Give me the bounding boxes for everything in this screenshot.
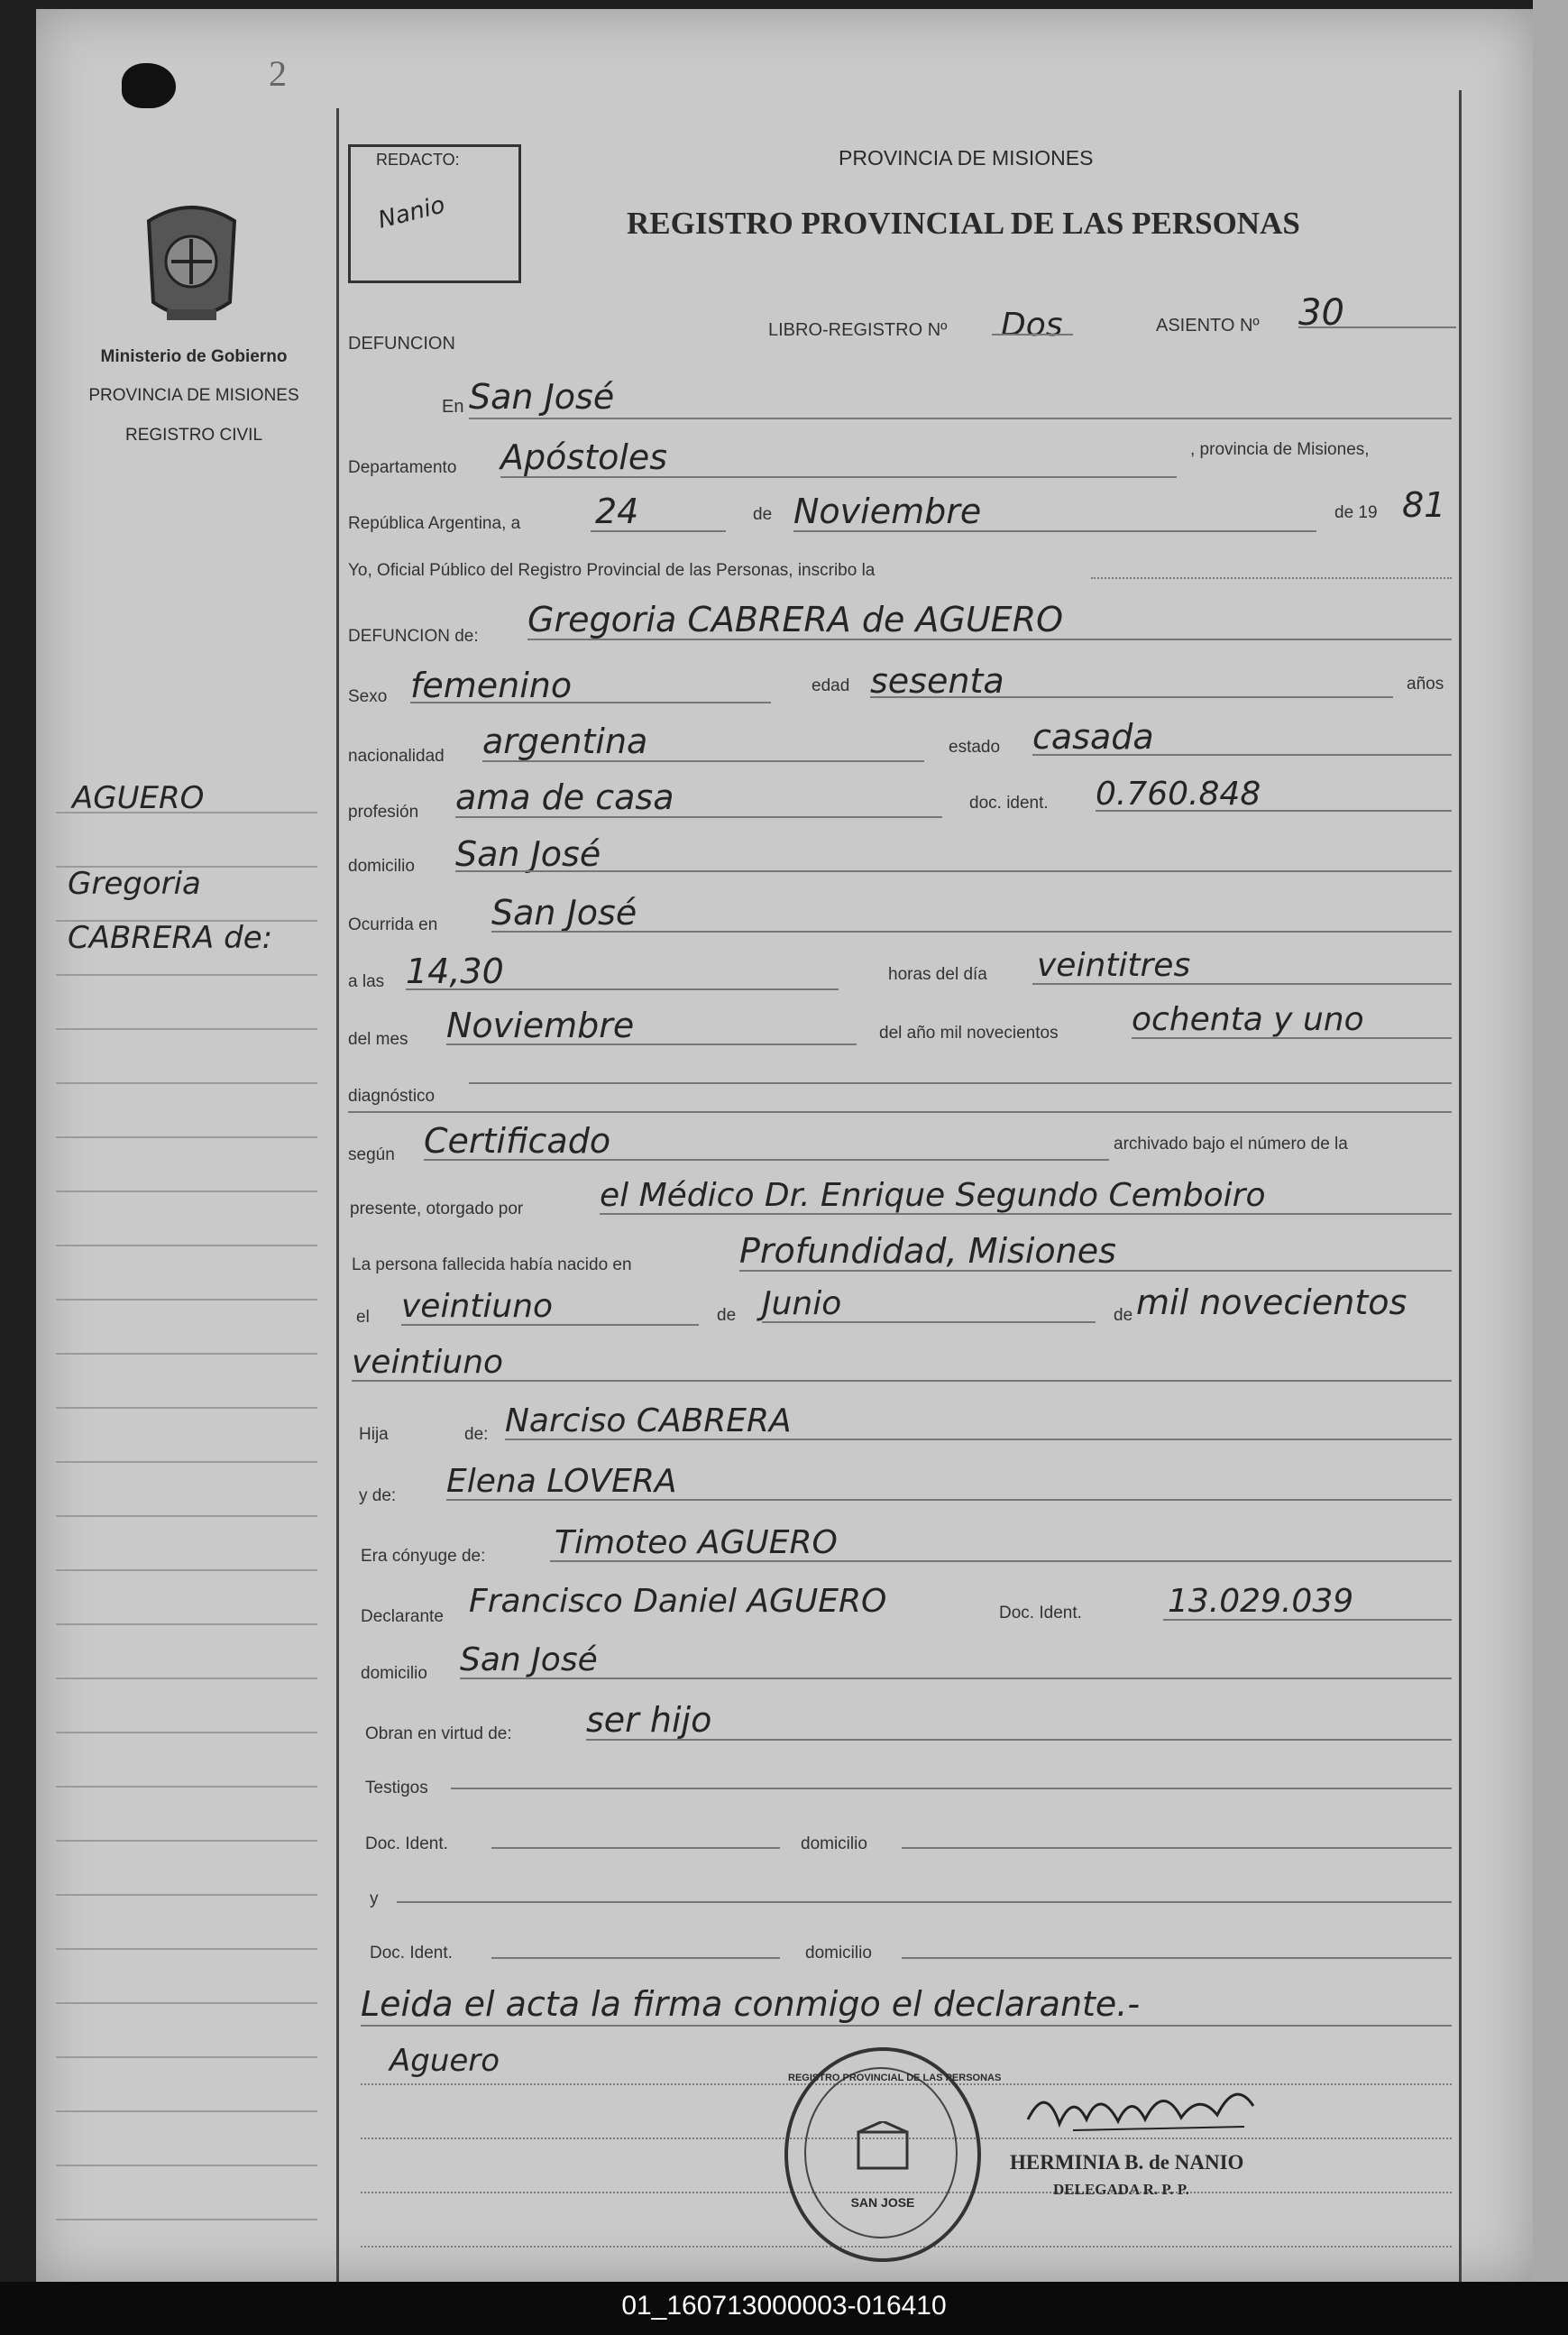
libro-value: Dos — [1001, 307, 1063, 344]
footer-id: 01_160713000003-016410 — [621, 2291, 947, 2321]
departamento-label: Departamento — [348, 458, 457, 477]
right-vertical-rule — [1459, 90, 1462, 2282]
seal-inner-text: SAN JOSE — [850, 2195, 915, 2210]
margin-rule — [56, 1082, 317, 1084]
doc1-label: Doc. Ident. — [365, 1834, 448, 1853]
ocurrida-label: Ocurrida en — [348, 915, 438, 934]
asiento-value: 30 — [1298, 292, 1344, 334]
doc-label: doc. ident. — [969, 794, 1049, 813]
margin-rule — [56, 1623, 317, 1625]
delmes-label: del mes — [348, 1030, 408, 1049]
conyuge-label: Era cónyuge de: — [361, 1547, 486, 1566]
act-type-label: DEFUNCION — [348, 334, 455, 354]
yde-value: Elena LOVERA — [446, 1463, 677, 1500]
hija-de-label: de: — [464, 1425, 489, 1444]
sexo-value: femenino — [410, 666, 573, 705]
official-role: DELEGADA R. P. P. — [1053, 2181, 1189, 2198]
margin-rule — [56, 2165, 317, 2166]
margin-rule — [56, 974, 317, 976]
margin-rule — [56, 1569, 317, 1571]
alas-value: 14,30 — [406, 951, 504, 991]
seal-text: REGISTRO PROVINCIAL DE LAS PERSONAS — [788, 2073, 1002, 2083]
domicilio2-label: domicilio — [361, 1664, 427, 1683]
de-anio-label: de 19 — [1334, 503, 1378, 522]
domicilio-value: San José — [455, 834, 601, 874]
closing-statement: Leida el acta la firma conmigo el declarante.- — [361, 1984, 1141, 2024]
en-label: En — [442, 397, 464, 417]
defuncion-label: DEFUNCION de: — [348, 627, 479, 646]
margin-rule — [56, 1786, 317, 1788]
defuncion-value: Gregoria CABRERA de AGUERO — [527, 600, 1064, 639]
domicilio2-value: San José — [460, 1641, 598, 1678]
horas-label: horas del día — [888, 965, 987, 984]
province-label: PROVINCIA DE MISIONES — [88, 386, 299, 405]
declarante-signature: Aguero — [390, 2043, 500, 2079]
dom2-label: domicilio — [805, 1944, 872, 1963]
page-edge — [1533, 0, 1568, 2282]
yde-label: y de: — [359, 1486, 397, 1505]
hija-label: Hija — [359, 1425, 389, 1444]
redacto-box — [348, 144, 521, 283]
registry-label: REGISTRO CIVIL — [124, 426, 263, 445]
libro-label: LIBRO-REGISTRO Nº — [768, 320, 948, 340]
official-signature — [1019, 2074, 1271, 2147]
de2-label: de — [717, 1306, 737, 1325]
ink-blot — [122, 63, 176, 108]
nacido-label: La persona fallecida había nacido en — [352, 1255, 632, 1274]
oficial-text: Yo, Oficial Público del Registro Provincial de las Personas, inscribo la — [348, 561, 876, 580]
doc2-label: Doc. Ident. — [370, 1944, 453, 1963]
y-label: y — [370, 1889, 379, 1908]
conyuge-value: Timoteo AGUERO — [555, 1524, 838, 1561]
sexo-label: Sexo — [348, 687, 388, 706]
doc-value: 0.760.848 — [1096, 776, 1261, 813]
margin-maiden: CABRERA de: — [68, 920, 273, 956]
ministry-label: Ministerio de Gobierno — [100, 347, 288, 366]
header-province: PROVINCIA DE MISIONES — [839, 146, 1094, 170]
official-name: HERMINIA B. de NANIO — [1010, 2151, 1244, 2174]
anos-label: años — [1407, 675, 1444, 694]
left-vertical-rule — [336, 108, 339, 2282]
nacionalidad-value: argentina — [482, 722, 648, 761]
departamento-value: Apóstoles — [500, 437, 668, 477]
margin-rule — [56, 1407, 317, 1409]
margin-rule — [56, 1840, 317, 1842]
horas-value: veintitres — [1037, 947, 1191, 984]
margin-rule — [56, 1678, 317, 1679]
provincia-label: , provincia de Misiones, — [1190, 440, 1370, 459]
margin-rule — [56, 1515, 317, 1517]
margin-rule — [56, 1190, 317, 1192]
margin-rule — [56, 1028, 317, 1030]
dia-value: 24 — [595, 492, 639, 531]
obran-value: ser hijo — [586, 1700, 712, 1740]
delmes-value: Noviembre — [446, 1006, 635, 1045]
archivado-label: archivado bajo el número de la — [1114, 1135, 1348, 1154]
mes-value: Noviembre — [793, 492, 982, 531]
page-number: 2 — [269, 53, 287, 94]
el-label: el — [356, 1308, 370, 1327]
margin-rule — [56, 1461, 317, 1463]
margin-rule — [56, 1299, 317, 1301]
margin-given-name: Gregoria — [68, 866, 201, 902]
profesion-label: profesión — [348, 803, 419, 822]
delanio-value: ochenta y uno — [1132, 1001, 1364, 1038]
presente-label: presente, otorgado por — [350, 1200, 524, 1218]
ocurrida-value: San José — [491, 893, 637, 933]
alas-label: a las — [348, 972, 385, 991]
nacido-value: Profundidad, Misiones — [739, 1231, 1116, 1271]
delanio-label: del año mil novecientos — [879, 1024, 1059, 1043]
de2-value: Junio — [762, 1285, 842, 1322]
declarante-label: Declarante — [361, 1607, 444, 1626]
redacto-value: Nanio — [375, 191, 448, 234]
profesion-value: ama de casa — [455, 777, 674, 817]
margin-rule — [56, 2002, 317, 2004]
margin-rule — [56, 1353, 317, 1355]
margin-rule — [56, 2219, 317, 2220]
margin-rule — [56, 2110, 317, 2112]
diagnostico-label: diagnóstico — [348, 1087, 436, 1106]
coat-of-arms-icon — [131, 194, 252, 329]
asiento-label: ASIENTO Nº — [1156, 316, 1260, 336]
estado-value: casada — [1032, 717, 1154, 757]
en-value: San José — [469, 377, 615, 417]
edad-value: sesenta — [870, 661, 1004, 701]
el-value: veintiuno — [401, 1288, 554, 1325]
official-seal — [784, 2047, 1002, 2262]
margin-rule — [56, 1136, 317, 1138]
continuation-value: veintiuno — [352, 1344, 504, 1381]
margin-rule — [56, 1245, 317, 1246]
margin-rule — [56, 1894, 317, 1896]
presente-value: el Médico Dr. Enrique Segundo Cemboiro — [600, 1177, 1266, 1214]
obran-label: Obran en virtud de: — [365, 1724, 512, 1743]
edad-label: edad — [812, 676, 850, 695]
declarante-value: Francisco Daniel AGUERO — [469, 1583, 887, 1620]
hija-value: Narciso CABRERA — [505, 1402, 792, 1439]
segun-value: Certificado — [424, 1121, 611, 1161]
de3-value: mil novecientos — [1136, 1282, 1408, 1322]
anio-value: 81 — [1402, 485, 1446, 525]
declarante-doc-value: 13.029.039 — [1168, 1583, 1354, 1620]
de-label: de — [753, 505, 773, 524]
seal-emblem-icon — [853, 2121, 912, 2175]
nacionalidad-label: nacionalidad — [348, 747, 445, 766]
estado-label: estado — [949, 738, 1001, 757]
margin-surname: AGUERO — [72, 780, 205, 816]
domicilio-label: domicilio — [348, 857, 415, 876]
testigos-label: Testigos — [365, 1779, 428, 1797]
dom1-label: domicilio — [801, 1834, 867, 1853]
redacto-label: REDACTO: — [376, 151, 460, 169]
de3-label: de — [1114, 1306, 1133, 1325]
header-title: REGISTRO PROVINCIAL DE LAS PERSONAS — [627, 206, 1300, 241]
margin-rule — [56, 2056, 317, 2058]
declarante-doc-label: Doc. Ident. — [999, 1604, 1082, 1623]
segun-label: según — [348, 1145, 395, 1164]
margin-rule — [56, 1948, 317, 1950]
republica-label: República Argentina, a — [348, 514, 521, 533]
margin-rule — [56, 1732, 317, 1733]
